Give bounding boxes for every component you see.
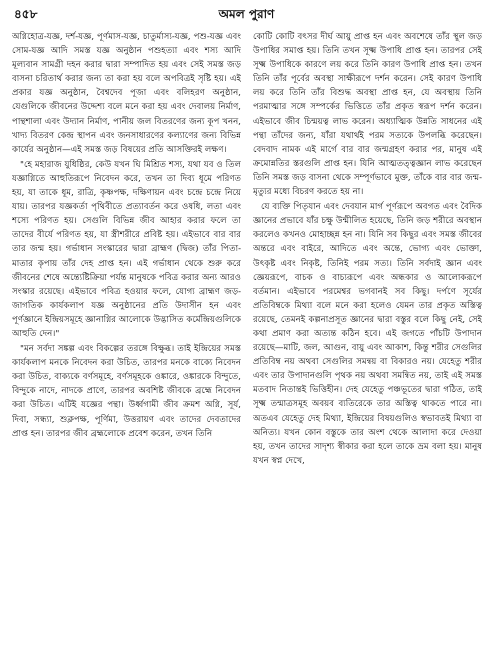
left-paragraph-2: "হে মহারাজ যুধিষ্ঠির, কেউ যখন ঘি মিশ্রিত শস্য, যথা যব ও তিল যজ্ঞাগ্নিতে আহুতিরূপে নিবেদন করে, তখন তা দিব্য ধূমে পরিণত হয়, যা তাকে ধূম, রাত্রি, কৃষ্ণপক্ষ, দক্ষিণায়ন এবং চন্দ্রে চন্দ্রে নিয়ে যায়। তারপর যজ্ঞকর্তা পৃথিবীতে প্রত্যাবর্তন করে ওষধি, লতা এবং শস্যে পরিণত হয়। সেগুলি বিভিন্ন জীব আহার করার ফলে তা তাদের বীর্যে পরিণত হয়, যা স্ত্রীশরীরে প্রবিষ্ট হয়। এইভাবে বার বার তার জন্ম হয়। গর্ভাধান সংস্কারের দ্বারা ব্রাহ্মণ (দ্বিজ) তাঁর পিতা-মাতার কৃপায় তাঁর দেহ প্রাপ্ত হন। এই গর্ভাধান থেকে শুরু করে জীবনের শেষে অন্ত্যেষ্টিক্রিয়া পর্যন্ত মানুষকে পবিত্র করার অন্য আরও সংস্কার রয়েছে। এইভাবে পবিত্র হওয়ার ফলে, যোগ্য ব্রাহ্মণ জড়-জাগতিক কার্যকলাপ যজ্ঞ অনুষ্ঠানের প্রতি উদাসীন হন এবং পূর্ণজ্ঞানে ইন্দ্রিয়সমূহে জ্ঞানাগ্নির আলোকে উদ্ভাসিত কর্মেন্দ্রিয়গুলিকে আহুতি দেন।" — [12, 159, 241, 339]
text-columns — [12, 30, 482, 662]
page-number: ৪৫৮ — [14, 7, 38, 21]
right-paragraph-1: কোটি কোটি বৎসর দীর্ঘ আয়ু প্রাপ্ত হন এবং অবশেষে তাঁর স্থূল জড় উপাধির সমাপ্ত হয়। তিনি তখন সূক্ষ্ম উপাধি প্রাপ্ত হন। তারপর সেই সূক্ষ্ম উপাধিকে কারণে লয় করে তিনি কারণ উপাধি প্রাপ্ত হন। তখন তিনি তাঁর পূর্বের অবস্থা সাক্ষীরূপে দর্শন করেন। সেই কারণ উপাধি লয় করে তিনি তাঁর বিশুদ্ধ অবস্থা প্রাপ্ত হন, যে অবস্থায় তিনি পরমাত্মার সঙ্গে সম্পর্কের ভিত্তিতে তাঁর প্রকৃত স্বরূপ দর্শন করেন। এইভাবে জীব চিন্ময়ত্ব লাভ করেন। অধ্যাত্মিক উন্নতি সাধনের এই পন্থা তাঁদের জন্য, যাঁরা যথার্থই পরম সত্যকে উপলব্ধি করেছেন। বেদবাদ নামক এই মার্গে বার বার জন্মগ্রহণ করার পর, মানুষ এই ক্রমোন্নতির স্তরগুলি প্রাপ্ত হন। যিনি আত্মতত্ত্বজ্ঞান লাভ করেছেন তিনি সমস্ত জড় বাসনা থেকে সম্পূর্ণভাবে মুক্ত, তাঁকে বার বার জন্ম-মৃত্যুর মধ্যে বিচরণ করতে হয় না। — [253, 32, 482, 198]
running-title: অমল পুরাণ — [218, 7, 275, 21]
right-column — [253, 30, 482, 662]
left-paragraph-3: "মন সর্বদা সঙ্কল্প এবং বিকল্পের তরঙ্গে বিক্ষুব্ধ। তাই ইন্দ্রিয়ের সমস্ত কার্যকলাপ মনকে নিবেদন করা উচিত, তারপর মনকে বাক্যে নিবেদন করা উচিত, বাক্যকে বর্ণসমূহে, বর্ণসমূহকে ওঙ্কারে, ওঙ্কারকে বিন্দুতে, বিন্দুকে নাদে, নাদকে প্রাণে, তারপর অবশিষ্ট জীবকে ব্রহ্মে নিবেদন করা উচিত। এটিই যজ্ঞের পন্থা। উর্ধ্বগামী জীব ক্রমশ অগ্নি, সূর্য, দিবা, সন্ধ্যা, শুক্লপক্ষ, পূর্ণিমা, উত্তরায়ণ এবং তাদের দেবতাদের প্রাপ্ত হন। তারপর জীব ব্রহ্মলোকে প্রবেশ করেন, তখন তিনি — [12, 344, 241, 439]
left-column — [12, 30, 241, 662]
page-header — [0, 0, 493, 24]
right-paragraph-2: যে ব্যক্তি পিতৃযান এবং দেবযান মার্গ পূর্ণরূপে অবগত এবং বৈদিক জ্ঞানের প্রভাবে যাঁর চক্ষু উন্মীলিত হয়েছে, তিনি জড় শরীরে অবস্থান করলেও কখনও মোহাচ্ছন্ন হন না। যিনি সব কিছুর এবং সমস্ত জীবের অন্তরে এবং বাইরে, আদিতে এবং অন্তে, ভোগ্য এবং ভোক্তা, উৎকৃষ্ট এবং নিকৃষ্ট, তিনিই পরম সত্য। তিনি সর্বদাই জ্ঞান এবং জ্ঞেয়রূপে, বাচক ও বাচ্যরূপে এবং অন্ধকার ও আলোকরূপে বর্তমান। এইভাবে পরমেশ্বর ভগবানই সব কিছু। দর্পণে সূর্যের প্রতিবিম্বকে মিথ্যা বলে মনে করা হলেও যেমন তার প্রকৃত অস্তিত্ব রয়েছে, তেমনই কল্পনাপ্রসূত জ্ঞানের দ্বারা বস্তুর বলে কিছু নেই, সেই কথা প্রমাণ করা অত্যন্ত কঠিন হবে। এই জগতে পাঁচটি উপাদান রয়েছে—মাটি, জল, আগুন, বায়ু এবং আকাশ, কিন্তু শরীর সেগুলির প্রতিবিম্ব নয় অথবা সেগুলির সমন্বয় বা বিকারও নয়। যেহেতু শরীর এবং তার উপাদানগুলি পৃথক নয় অথবা সমন্বিত নয়, তাই এই সমস্ত মতবাদ নিতান্তই ভিত্তিহীন। দেহ যেহেতু পঞ্চভূতের দ্বারা গঠিত, তাই সূক্ষ্ম তন্মাত্রসমূহ অবয়ব ব্যতিরেকে তার অস্তিত্ব থাকতে পারে না। অতএব যেহেতু দেহ মিথ্যা, ইন্দ্রিয়ের বিষয়গুলিও স্বভাবতই মিথ্যা বা অনিত্য। যখন কোন বস্তুকে তার অংশ থেকে আলাদা করে দেওয়া হয়, তখন তাদের সাদৃশ্য স্বীকার করা হলে তাকে ভ্রম বলা হয়। মানুষ যখন স্বপ্ন দেখে, — [253, 202, 482, 466]
left-paragraph-1: অগ্নিহোত্র-যজ্ঞ, দর্শ-যজ্ঞ, পূর্ণমাস-যজ্ঞ, চাতুর্মাস্য-যজ্ঞ, পশু-যজ্ঞ এবং সোম-যজ্ঞ আদি সমস্ত যজ্ঞ অনুষ্ঠান পশুহত্যা এবং শস্য আদি মূল্যবান সামগ্রী দহন করার দ্বারা সম্পাদিত হয় এবং সেই সমস্ত জড় বাসনা চরিতার্থ করার জন্য তা করা হয় বলে অপবিত্রই সৃষ্টি হয়। এই প্রকার যজ্ঞ অনুষ্ঠান, বৈশ্বদেব পূজা এবং বলিহরণ অনুষ্ঠান, যেগুলিকে জীবনের উদ্দেশ্য বলে মনে করা হয় এবং দেবালয় নির্মাণ, পান্থশালা এবং উদ্যান নির্মাণ, পানীয় জল বিতরণের জন্য কূপ খনন, খাদ্য বিতরণ কেন্দ্র স্থাপন এবং জনসাধারণের কল্যাণের জন্য বিভিন্ন কার্যের অনুষ্ঠান—এই সমস্ত জড় বিষয়ের প্রতি আসক্তিরই লক্ষণ। — [12, 32, 241, 155]
